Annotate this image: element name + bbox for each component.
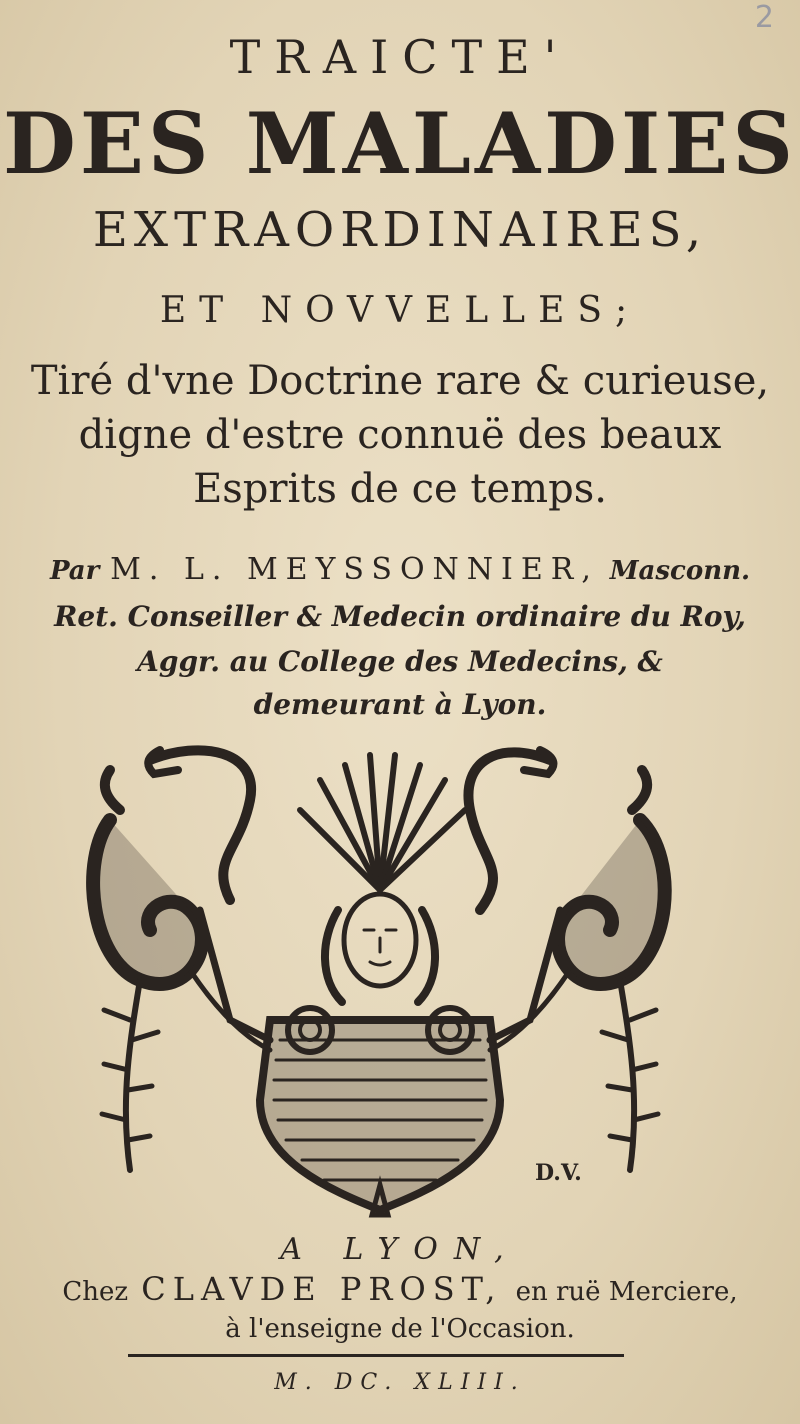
subtitle-line-2: digne d'estre connuë des beaux [78, 412, 722, 458]
author-place: Masconn. [609, 556, 751, 586]
author-par: Par [49, 556, 100, 586]
author-name: M. L. MEYSSONNIER, [110, 552, 599, 587]
title-line-extraordinaires: EXTRAORDINAIRES, [92, 202, 708, 258]
author-line [0, 548, 800, 588]
author-residence-line: demeurant à Lyon. [253, 688, 547, 721]
imprint-rule [128, 1354, 624, 1357]
title-line-nouvelles: ET NOVVELLES; [159, 290, 641, 331]
author-college-line: Aggr. au College des Medecins, & [137, 645, 663, 678]
imprint-street: en ruë Merciere, [515, 1277, 738, 1307]
imprint-printer-line [0, 1270, 800, 1308]
subtitle-line-1: Tiré d'vne Doctrine rare & curieuse, [30, 358, 770, 404]
woodcut-ornament [80, 740, 680, 1220]
imprint-chez: Chez [62, 1277, 129, 1307]
title-line-maladies: DES MALADIES [3, 94, 797, 193]
title-line-traicte: TRAICTE' [229, 30, 571, 84]
imprint-year: M. DC. XLIII. [274, 1370, 526, 1395]
imprint-printer: CLAVDE PROST, [141, 1270, 503, 1308]
imprint-city: A LYON, [280, 1232, 520, 1267]
pencil-page-number: 2 [754, 0, 774, 35]
imprint-sign: à l'enseigne de l'Occasion. [225, 1314, 575, 1344]
woodcut-initials: D.V. [535, 1160, 582, 1186]
subtitle-line-3: Esprits de ce temps. [193, 466, 607, 512]
author-title-line: Ret. Conseiller & Medecin ordinaire du Roy, [54, 600, 746, 633]
